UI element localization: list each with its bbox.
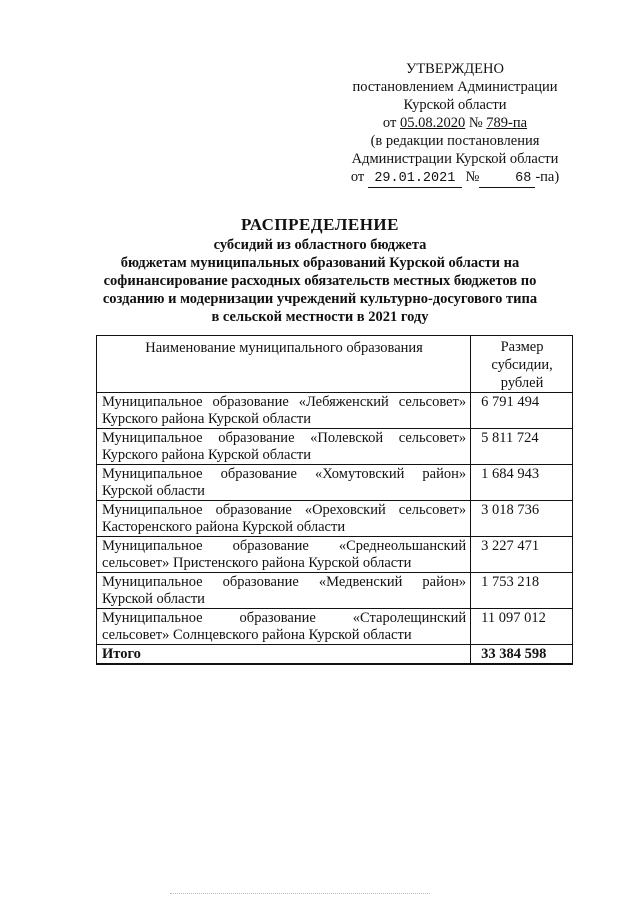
- title-main: РАСПРЕДЕЛЕНИЕ: [241, 215, 399, 234]
- row-amount: 1 684 943: [471, 465, 573, 501]
- approval-heading: УТВЕРЖДЕНО: [406, 61, 504, 77]
- table-row: [97, 393, 573, 429]
- row-amount: 11 097 012: [471, 609, 573, 645]
- approval-date-prefix: от: [382, 115, 400, 131]
- approval-number: 789-па: [486, 115, 528, 131]
- row-amount: 3 227 471: [471, 537, 573, 573]
- header-name: Наименование муниципального образования: [97, 336, 471, 393]
- edition-line-2: Администрации Курской области: [351, 151, 559, 167]
- total-label: Итого: [97, 645, 471, 665]
- subsidy-table: [96, 335, 573, 665]
- scan-specks: [170, 893, 430, 896]
- row-name: Муниципальное образование «Лебяженский сельсовет» Курского района Курской области: [97, 393, 471, 429]
- edition-suffix: -па): [535, 169, 560, 185]
- title-line-5: в сельской местности в 2021 году: [211, 309, 429, 325]
- approval-line-1: постановлением Администрации: [352, 79, 558, 95]
- approval-number-prefix: №: [465, 115, 487, 131]
- row-amount: 5 811 724: [471, 429, 573, 465]
- row-name: Муниципальное образование «Хомутовский район» Курской области: [97, 465, 471, 501]
- row-name: Муниципальное образование «Старолещинский сельсовет» Солнцевского района Курской области: [97, 609, 471, 645]
- row-name: Муниципальное образование «Полевской сельсовет» Курского района Курской области: [97, 429, 471, 465]
- edition-date-line: [330, 168, 580, 188]
- title-line-2: бюджетам муниципальных образований Курской области на: [120, 255, 520, 271]
- table-row: [97, 573, 573, 609]
- approval-stamp: [330, 60, 580, 188]
- header-amount: Размер субсидии, рублей: [471, 336, 573, 393]
- total-amount: 33 384 598: [471, 645, 573, 665]
- row-name: Муниципальное образование «Ореховский сельсовет» Касторенского района Курской области: [97, 501, 471, 537]
- table-row: [97, 501, 573, 537]
- title-line-4: созданию и модернизации учреждений культурно-досугового типа: [102, 291, 538, 307]
- row-name: Муниципальное образование «Медвенский район» Курской области: [97, 573, 471, 609]
- edition-date-prefix: от: [350, 169, 368, 185]
- table-header-row: [97, 336, 573, 393]
- table-row: [97, 537, 573, 573]
- edition-line-1: (в редакции постановления: [370, 133, 540, 149]
- edition-number-prefix: №: [465, 169, 480, 185]
- total-row: [97, 645, 573, 665]
- row-amount: 6 791 494: [471, 393, 573, 429]
- document-title: [60, 214, 580, 326]
- approval-date: 05.08.2020: [399, 115, 466, 131]
- table-row: [97, 609, 573, 645]
- title-line-3: софинансирование расходных обязательств местных бюджетов по: [103, 273, 537, 289]
- approval-line-2: Курской области: [403, 97, 507, 113]
- table-row: [97, 465, 573, 501]
- row-name: Муниципальное образование «Среднеольшанский сельсовет» Пристенского района Курской области: [97, 537, 471, 573]
- table-row: [97, 429, 573, 465]
- edition-number: 68: [479, 171, 535, 188]
- row-amount: 1 753 218: [471, 573, 573, 609]
- edition-date: 29.01.2021: [368, 171, 462, 188]
- title-line-1: субсидий из областного бюджета: [213, 237, 427, 253]
- row-amount: 3 018 736: [471, 501, 573, 537]
- approval-date-line: [330, 114, 580, 132]
